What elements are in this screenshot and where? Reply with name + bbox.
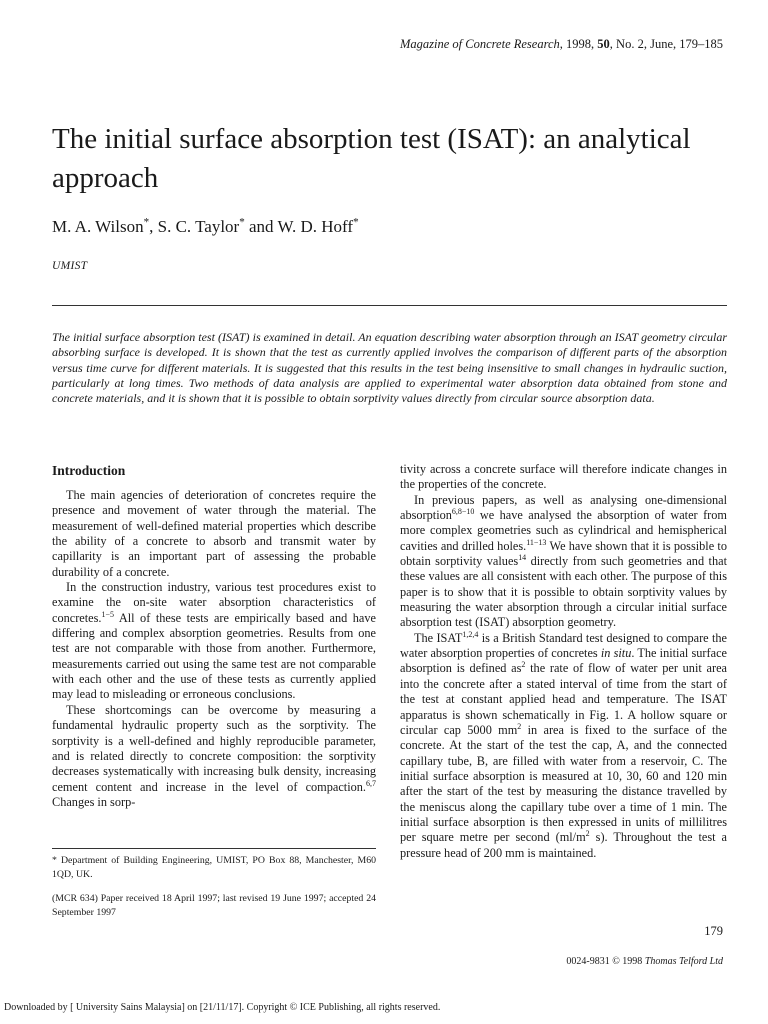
- issn-code: 0024-9831: [566, 956, 613, 967]
- intro-p3-text-b: Changes in sorp-: [52, 794, 136, 809]
- intro-p2-text-a: In the construction industry, various test procedures exist to examine the on-site water absorption characteristics of concretes.: [52, 580, 376, 625]
- download-notice: Downloaded by [ University Sains Malaysia] on [21/11/17]. Copyright © ICE Publishing, all rights reserved.: [4, 1002, 441, 1013]
- r2-text-a: In previous papers, as well as analysing one-dimensional absorption: [400, 492, 727, 523]
- footnote-received: (MCR 634) Paper received 18 April 1997; last revised 19 June 1997; accepted 24 September 1997: [52, 893, 376, 918]
- publisher-name: Thomas Telford Ltd: [644, 956, 723, 967]
- footnote-divider: [52, 848, 376, 849]
- intro-paragraph-1: The main agencies of deterioration of concretes require the presence and movement of water through the material. The measurement of well-defined material properties which describe the ability of a concrete to absorb and transmit water by capillarity is an important part of assessing the probable durability of a concrete.: [52, 488, 376, 579]
- body-paragraph-isat: [400, 631, 727, 861]
- r3-text-b: is a British Standard test designed to compare the water absorption properties of concretes: [400, 630, 727, 661]
- citation-1-5[interactable]: 1−5: [101, 609, 114, 619]
- body-paragraph-previous-papers: [400, 493, 727, 631]
- citation-1-2-4[interactable]: 1,2,4: [462, 629, 479, 639]
- journal-volume: 50: [597, 37, 610, 51]
- area-unit-exponent: 2: [517, 721, 522, 731]
- journal-citation: [400, 37, 723, 52]
- left-column: [52, 488, 376, 810]
- author-3-mark: *: [353, 216, 359, 229]
- footnote-affiliation: * Department of Building Engineering, UMIST, PO Box 88, Manchester, M60 1QD, UK.: [52, 855, 376, 880]
- intro-p2-text-b: All of these tests are empirically based and have differing and complex absorption geometries. Results from one test are not comparable with those from another. Furthermore, measurements carried out using the same test are not comparable with each other and the use of these tests as currently applied may lead to misleading or erroneous conclusions.: [52, 610, 376, 702]
- author-2: , S. C. Taylor: [149, 217, 240, 236]
- section-heading-introduction: Introduction: [52, 463, 126, 478]
- citation-2[interactable]: 2: [521, 660, 526, 670]
- flow-unit-exponent: 2: [585, 829, 590, 839]
- issn-line: [566, 956, 723, 967]
- journal-issue: , No. 2, June, 179–185: [609, 37, 723, 51]
- r3-text-c: . The initial surface absorption is defined as: [400, 646, 727, 676]
- citation-11-13[interactable]: 11−13: [526, 537, 547, 547]
- journal-name: Magazine of Concrete Research: [400, 37, 560, 51]
- abstract: The initial surface absorption test (ISAT) is examined in detail. An equation describing water absorption through an ISAT geometry circular absorbing surface is developed. It is shown that the test as currently applied involves the comparison of different parts of the absorption versus time curve for different materials. It is suggested that this results in the test being insensitive to small changes in hydraulic suction, particularly at long times. Two methods of data analysis are applied to experimental water absorption data obtained from stone and concrete materials, and it is shown that it is possible to obtain sorptivity values directly from circular source absorption data.: [52, 330, 727, 406]
- r3-text-e: in area is fixed to the surface of the concrete. At the start of the test the cap, A, and the connected capillary tube, B, are filled with water from a reservoir, C. The initial surface absorption is measured at 10, 30, 60 and 120 min after the start of the test by measuring the distance travelled by the meniscus along the capillary tube over a time of 1 min. The initial surface absorption is then expressed in units of millilitres per square metre per second (ml/m: [400, 722, 727, 845]
- author-list: [52, 217, 359, 237]
- page-number: 179: [704, 924, 723, 938]
- copyright-mark: © 1998: [612, 956, 645, 967]
- author-1: M. A. Wilson: [52, 217, 144, 236]
- r3-in-situ: in situ: [600, 646, 632, 661]
- body-paragraph-continued: tivity across a concrete surface will therefore indicate changes in the properties of the concrete.: [400, 462, 727, 492]
- citation-6-8-10[interactable]: 6,8−10: [451, 506, 475, 516]
- r3-text-f: s). Throughout the test a pressure head of 200 mm is maintained.: [400, 830, 727, 860]
- author-1-mark: *: [143, 216, 150, 229]
- author-3: and W. D. Hoff: [244, 217, 354, 236]
- right-column: [400, 462, 727, 861]
- r3-text-a: The ISAT: [414, 630, 463, 645]
- author-2-mark: *: [239, 216, 245, 229]
- journal-year: , 1998,: [559, 37, 598, 51]
- r2-text-b: we have analysed the absorption of water from more complex geometries such as cylindrical and hemispherical cavities and drilled holes.: [400, 508, 727, 553]
- citation-14[interactable]: 14: [518, 552, 527, 562]
- r2-text-d: directly from such geometries and that these values are all consistent with each other. The purpose of this paper is to show that it is possible to obtain sorptivity values by measuring the water absorption through a circular initial surface absorption test (ISAT) absorption geometry.: [400, 554, 727, 630]
- citation-6-7[interactable]: 6,7: [366, 778, 376, 788]
- intro-paragraph-2: [52, 580, 376, 703]
- r3-text-d: the rate of flow of water per unit area into the concrete after a stated interval of time from the start of the test at constant applied head and temperature. The ISAT apparatus is shown schematically in Fig. 1. A hollow square or circular cap 5000 mm: [400, 661, 727, 737]
- r2-text-c: We have shown that it is possible to obtain sorptivity values: [400, 538, 727, 569]
- header-divider: [52, 305, 727, 306]
- intro-p3-text-a: These shortcomings can be overcome by measuring a fundamental hydraulic property such as the sorptivity. The sorptivity is a well-defined and highly reproducible parameter, and is related directly to concrete composition: the sorptivity decreases systematically with increasing bulk density, increasing cement content and increase in the level of compaction.: [52, 702, 376, 794]
- intro-paragraph-3: [52, 703, 376, 810]
- paper-title: The initial surface absorption test (ISAT): an analytical approach: [52, 123, 691, 194]
- affiliation: UMIST: [52, 260, 88, 272]
